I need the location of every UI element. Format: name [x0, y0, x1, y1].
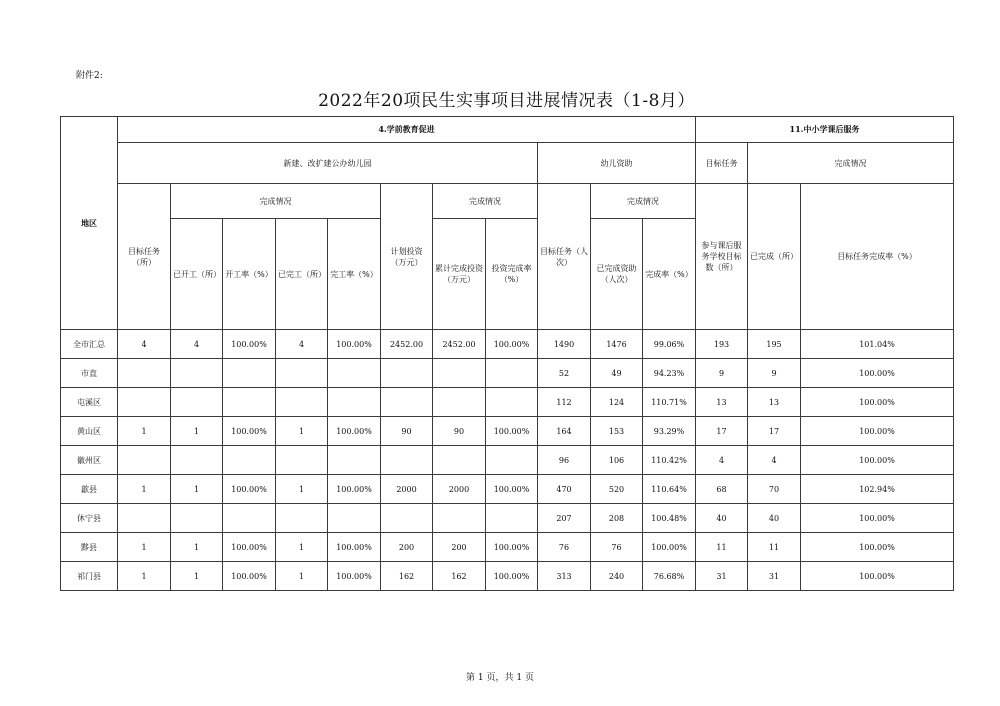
table-row — [61, 417, 954, 446]
cell-plan-inv — [381, 359, 433, 388]
cell-aid-done: 208 — [591, 504, 643, 533]
cell-started: 1 — [171, 533, 223, 562]
school-target-header: 参与课后服务学校目标数（所） — [696, 184, 748, 330]
cell-aid-target: 313 — [538, 562, 591, 591]
cell-start-rate — [223, 446, 276, 475]
cell-finish-rate: 100.00% — [328, 417, 381, 446]
cell-cum-inv — [433, 359, 486, 388]
cell-sch-done: 70 — [748, 475, 801, 504]
cell-sch-target: 193 — [696, 330, 748, 359]
cell-started — [171, 388, 223, 417]
cell-aid-done: 106 — [591, 446, 643, 475]
aid-done-header: 已完成资助（人次） — [591, 219, 643, 330]
target-task-header: 目标任务 — [696, 143, 748, 184]
table-row — [61, 446, 954, 475]
cell-aid-rate: 110.71% — [643, 388, 696, 417]
cell-finish-rate: 100.00% — [328, 475, 381, 504]
cell-aid-rate: 100.48% — [643, 504, 696, 533]
cell-aid-done: 76 — [591, 533, 643, 562]
cell-finish-rate: 100.00% — [328, 533, 381, 562]
cell-inv-rate: 100.00% — [486, 475, 538, 504]
page-title: 2022年20项民生实事项目进展情况表（1-8月） — [318, 91, 695, 111]
cell-sch-done: 195 — [748, 330, 801, 359]
cell-sch-rate: 100.00% — [801, 446, 954, 475]
cell-cum-inv: 2000 — [433, 475, 486, 504]
cell-inv-rate: 100.00% — [486, 417, 538, 446]
section-preschool-header: 4.学前教育促进 — [118, 117, 696, 143]
cell-sch-target: 13 — [696, 388, 748, 417]
cell-region: 徽州区 — [61, 446, 118, 475]
cell-plan-inv: 162 — [381, 562, 433, 591]
cell-start-rate: 100.00% — [223, 417, 276, 446]
cell-start-rate — [223, 388, 276, 417]
cell-sch-rate: 102.94% — [801, 475, 954, 504]
cell-finished: 1 — [276, 533, 328, 562]
cell-aid-done: 1476 — [591, 330, 643, 359]
cell-cum-inv — [433, 504, 486, 533]
start-rate-header: 开工率（%） — [223, 219, 276, 330]
cell-aid-rate: 110.64% — [643, 475, 696, 504]
cell-started: 1 — [171, 417, 223, 446]
cell-plan-inv — [381, 388, 433, 417]
cell-sch-rate: 100.00% — [801, 359, 954, 388]
table-row — [61, 475, 954, 504]
invest-completion-header: 完成情况 — [433, 184, 538, 219]
cell-finished: 1 — [276, 562, 328, 591]
cell-plan-inv: 90 — [381, 417, 433, 446]
cell-aid-target: 470 — [538, 475, 591, 504]
table-row — [61, 330, 954, 359]
cell-sch-done: 40 — [748, 504, 801, 533]
cell-sch-rate: 100.00% — [801, 388, 954, 417]
cell-target: 1 — [118, 475, 171, 504]
aid-group-header: 幼儿资助 — [538, 143, 696, 184]
cell-started: 1 — [171, 475, 223, 504]
cell-inv-rate — [486, 446, 538, 475]
cell-inv-rate: 100.00% — [486, 533, 538, 562]
cell-start-rate: 100.00% — [223, 330, 276, 359]
cell-start-rate: 100.00% — [223, 533, 276, 562]
cell-start-rate — [223, 504, 276, 533]
cell-finished: 1 — [276, 475, 328, 504]
cell-sch-target: 40 — [696, 504, 748, 533]
target-count-header: 目标任务（所） — [118, 184, 171, 330]
cell-aid-done: 520 — [591, 475, 643, 504]
cell-target: 4 — [118, 330, 171, 359]
cell-aid-done: 124 — [591, 388, 643, 417]
cell-aid-target: 112 — [538, 388, 591, 417]
cell-target: 1 — [118, 417, 171, 446]
section-afterschool-header: 11.中小学课后服务 — [696, 117, 954, 143]
table-row — [61, 504, 954, 533]
cell-started — [171, 446, 223, 475]
cell-aid-target: 164 — [538, 417, 591, 446]
attachment-label: 附件2: — [76, 71, 103, 81]
planned-invest-header: 计划投资（万元） — [381, 184, 433, 330]
cell-plan-inv — [381, 446, 433, 475]
finish-rate-header: 完工率（%） — [328, 219, 381, 330]
cell-inv-rate — [486, 504, 538, 533]
cell-finished: 1 — [276, 417, 328, 446]
cell-region: 全市汇总 — [61, 330, 118, 359]
cell-started — [171, 359, 223, 388]
cell-start-rate: 100.00% — [223, 475, 276, 504]
cell-sch-rate: 101.04% — [801, 330, 954, 359]
cell-region: 祁门县 — [61, 562, 118, 591]
cell-plan-inv: 2452.00 — [381, 330, 433, 359]
cell-target — [118, 359, 171, 388]
cum-invest-header: 累计完成投资（万元） — [433, 219, 486, 330]
kindergarten-group-header: 新建、改扩建公办幼儿园 — [118, 143, 538, 184]
cell-finish-rate — [328, 359, 381, 388]
school-done-header: 已完成（所） — [748, 184, 801, 330]
table-row — [61, 388, 954, 417]
cell-start-rate — [223, 359, 276, 388]
completion-header: 完成情况 — [748, 143, 954, 184]
cell-cum-inv — [433, 388, 486, 417]
cell-finished — [276, 446, 328, 475]
cell-cum-inv: 2452.00 — [433, 330, 486, 359]
started-header: 已开工（所） — [171, 219, 223, 330]
cell-start-rate: 100.00% — [223, 562, 276, 591]
progress-table — [60, 116, 954, 591]
cell-sch-rate: 100.00% — [801, 504, 954, 533]
cell-region: 黟县 — [61, 533, 118, 562]
cell-cum-inv: 200 — [433, 533, 486, 562]
cell-aid-done: 153 — [591, 417, 643, 446]
cell-aid-done: 49 — [591, 359, 643, 388]
invest-rate-header: 投资完成率（%） — [486, 219, 538, 330]
table-body — [61, 330, 954, 591]
cell-target: 1 — [118, 533, 171, 562]
cell-aid-target: 1490 — [538, 330, 591, 359]
table-row — [61, 359, 954, 388]
table-row — [61, 533, 954, 562]
cell-aid-target: 52 — [538, 359, 591, 388]
cell-sch-rate: 100.00% — [801, 417, 954, 446]
cell-sch-done: 4 — [748, 446, 801, 475]
page-footer: 第 1 页，共 1 页 — [466, 673, 534, 683]
school-rate-header: 目标任务完成率（%） — [801, 184, 954, 330]
cell-started — [171, 504, 223, 533]
cell-cum-inv — [433, 446, 486, 475]
cell-finish-rate — [328, 446, 381, 475]
cell-sch-done: 9 — [748, 359, 801, 388]
cell-plan-inv: 200 — [381, 533, 433, 562]
cell-target — [118, 446, 171, 475]
cell-aid-rate: 93.29% — [643, 417, 696, 446]
cell-sch-target: 68 — [696, 475, 748, 504]
cell-sch-done: 13 — [748, 388, 801, 417]
cell-aid-target: 76 — [538, 533, 591, 562]
cell-finished — [276, 504, 328, 533]
cell-sch-target: 17 — [696, 417, 748, 446]
cell-cum-inv: 90 — [433, 417, 486, 446]
cell-aid-rate: 100.00% — [643, 533, 696, 562]
cell-sch-target: 31 — [696, 562, 748, 591]
cell-region: 歙县 — [61, 475, 118, 504]
aid-target-header: 目标任务（人次） — [538, 184, 591, 330]
cell-started: 4 — [171, 330, 223, 359]
cell-cum-inv: 162 — [433, 562, 486, 591]
cell-inv-rate: 100.00% — [486, 562, 538, 591]
finished-header: 已完工（所） — [276, 219, 328, 330]
cell-aid-target: 96 — [538, 446, 591, 475]
cell-region: 休宁县 — [61, 504, 118, 533]
cell-sch-target: 11 — [696, 533, 748, 562]
cell-finished — [276, 359, 328, 388]
cell-aid-rate: 76.68% — [643, 562, 696, 591]
region-header: 地区 — [61, 117, 118, 330]
cell-inv-rate — [486, 359, 538, 388]
cell-finished: 4 — [276, 330, 328, 359]
cell-finish-rate: 100.00% — [328, 562, 381, 591]
cell-sch-done: 11 — [748, 533, 801, 562]
cell-aid-rate: 110.42% — [643, 446, 696, 475]
cell-finish-rate — [328, 388, 381, 417]
cell-sch-rate: 100.00% — [801, 562, 954, 591]
aid-completion-header: 完成情况 — [591, 184, 696, 219]
cell-sch-done: 17 — [748, 417, 801, 446]
cell-started: 1 — [171, 562, 223, 591]
cell-sch-target: 4 — [696, 446, 748, 475]
cell-finished — [276, 388, 328, 417]
kg-completion-header: 完成情况 — [171, 184, 381, 219]
cell-aid-done: 240 — [591, 562, 643, 591]
cell-finish-rate — [328, 504, 381, 533]
cell-sch-target: 9 — [696, 359, 748, 388]
cell-target — [118, 388, 171, 417]
cell-target — [118, 504, 171, 533]
cell-region: 黄山区 — [61, 417, 118, 446]
cell-aid-rate: 99.06% — [643, 330, 696, 359]
cell-finish-rate: 100.00% — [328, 330, 381, 359]
cell-region: 屯溪区 — [61, 388, 118, 417]
cell-inv-rate: 100.00% — [486, 330, 538, 359]
cell-plan-inv — [381, 504, 433, 533]
cell-target: 1 — [118, 562, 171, 591]
cell-sch-done: 31 — [748, 562, 801, 591]
cell-inv-rate — [486, 388, 538, 417]
cell-sch-rate: 100.00% — [801, 533, 954, 562]
cell-plan-inv: 2000 — [381, 475, 433, 504]
cell-aid-target: 207 — [538, 504, 591, 533]
table-row — [61, 562, 954, 591]
cell-aid-rate: 94.23% — [643, 359, 696, 388]
aid-rate-header: 完成率（%） — [643, 219, 696, 330]
cell-region: 市直 — [61, 359, 118, 388]
